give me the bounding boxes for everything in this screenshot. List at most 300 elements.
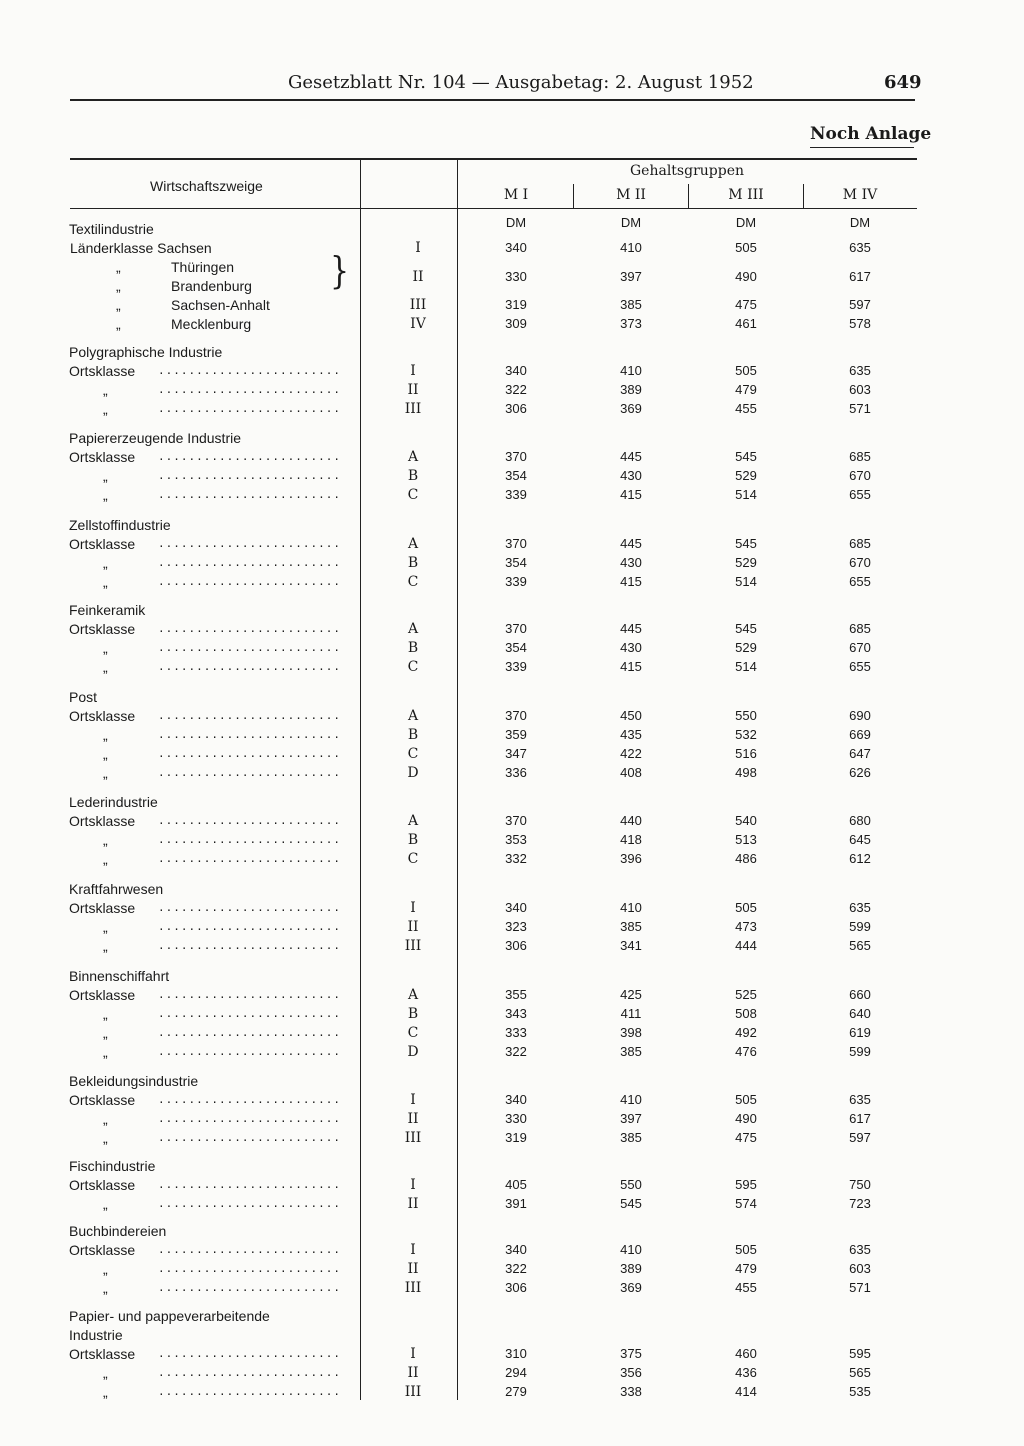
table-header-rule <box>70 208 917 209</box>
value-cell: 339 <box>505 659 527 674</box>
section-title: Papier- und pappeverarbeitende <box>69 1308 270 1324</box>
value-cell: 425 <box>620 987 642 1002</box>
value-cell: 514 <box>735 487 757 502</box>
value-cell: 525 <box>735 987 757 1002</box>
value-cell: 660 <box>849 987 871 1002</box>
value-cell: 578 <box>849 316 871 331</box>
class-label: B <box>407 832 419 848</box>
value-cell: 408 <box>620 765 642 780</box>
ditto-mark: „ <box>103 1006 108 1022</box>
value-cell: 597 <box>849 1130 871 1145</box>
row-label: Ortsklasse <box>69 621 136 637</box>
ditto-mark: „ <box>103 1130 108 1146</box>
unit-label-m1: DM <box>505 215 527 230</box>
value-cell: 294 <box>505 1365 527 1380</box>
row-label: Ortsklasse <box>69 900 136 916</box>
section-title: Zellstoffindustrie <box>69 517 171 533</box>
class-label: A <box>407 621 419 637</box>
leader-dots: ........................ <box>158 537 341 550</box>
value-cell: 373 <box>620 316 642 331</box>
column-header-m3: M III <box>728 187 764 203</box>
value-cell: 460 <box>735 1346 757 1361</box>
value-cell: 430 <box>620 468 642 483</box>
leader-dots: ........................ <box>158 852 341 865</box>
value-cell: 389 <box>620 1261 642 1276</box>
value-cell: 680 <box>849 813 871 828</box>
value-cell: 685 <box>849 536 871 551</box>
annex-underline <box>810 147 914 148</box>
class-label: II <box>412 269 424 285</box>
value-cell: 505 <box>735 1242 757 1257</box>
value-cell: 565 <box>849 938 871 953</box>
class-label: C <box>407 574 419 590</box>
value-cell: 669 <box>849 727 871 742</box>
ditto-mark: „ <box>103 1025 108 1041</box>
value-cell: 396 <box>620 851 642 866</box>
value-cell: 370 <box>505 621 527 636</box>
value-cell: 599 <box>849 1044 871 1059</box>
leader-dots: ........................ <box>158 766 341 779</box>
section-title: Papiererzeugende Industrie <box>69 430 242 446</box>
class-label: A <box>407 708 419 724</box>
value-cell: 750 <box>849 1177 871 1192</box>
value-cell: 479 <box>735 382 757 397</box>
value-cell: 475 <box>735 297 757 312</box>
class-label: B <box>407 640 419 656</box>
value-cell: 440 <box>620 813 642 828</box>
row-label: Ortsklasse <box>69 987 136 1003</box>
leader-dots: ........................ <box>158 833 341 846</box>
leader-dots: ........................ <box>158 622 341 635</box>
ditto-mark: „ <box>103 851 108 867</box>
leader-dots: ........................ <box>158 1281 341 1294</box>
class-label: II <box>407 1111 419 1127</box>
value-cell: 322 <box>505 1261 527 1276</box>
value-cell: 414 <box>735 1384 757 1399</box>
leader-dots: ........................ <box>158 1243 341 1256</box>
value-cell: 397 <box>620 1111 642 1126</box>
column-divider-class <box>457 160 458 1400</box>
leader-dots: ........................ <box>158 1178 341 1191</box>
value-cell: 369 <box>620 1280 642 1295</box>
class-label: B <box>407 727 419 743</box>
value-cell: 476 <box>735 1044 757 1059</box>
class-label: III <box>409 297 427 313</box>
value-cell: 385 <box>620 919 642 934</box>
column-header-group: Gehaltsgruppen <box>630 163 745 179</box>
row-label: Ortsklasse <box>69 1092 136 1108</box>
value-cell: 339 <box>505 574 527 589</box>
value-cell: 340 <box>505 1092 527 1107</box>
ditto-mark: „ <box>103 1280 108 1296</box>
section-title: Kraftfahrwesen <box>69 881 164 897</box>
class-label: I <box>410 1177 416 1193</box>
class-label: II <box>407 919 419 935</box>
value-cell: 475 <box>735 1130 757 1145</box>
value-cell: 385 <box>620 297 642 312</box>
value-cell: 306 <box>505 1280 527 1295</box>
value-cell: 319 <box>505 297 527 312</box>
value-cell: 505 <box>735 240 757 255</box>
row-label: Ortsklasse <box>69 1242 136 1258</box>
value-cell: 455 <box>735 401 757 416</box>
value-cell: 723 <box>849 1196 871 1211</box>
section-title: Textilindustrie <box>69 221 154 237</box>
ditto-mark: „ <box>103 938 108 954</box>
value-cell: 508 <box>735 1006 757 1021</box>
value-cell: 545 <box>735 449 757 464</box>
value-cell: 597 <box>849 297 871 312</box>
value-cell: 338 <box>620 1384 642 1399</box>
value-cell: 445 <box>620 536 642 551</box>
class-label: C <box>407 487 419 503</box>
leader-dots: ........................ <box>158 988 341 1001</box>
class-label: III <box>404 1280 422 1296</box>
class-label: C <box>407 1025 419 1041</box>
value-cell: 330 <box>505 1111 527 1126</box>
value-cell: 565 <box>849 1365 871 1380</box>
ditto-mark: „ <box>116 297 121 313</box>
page-header-title: Gesetzblatt Nr. 104 — Ausgabetag: 2. August 1952 <box>288 72 754 93</box>
value-cell: 529 <box>735 640 757 655</box>
value-cell: 415 <box>620 574 642 589</box>
value-cell: 410 <box>620 240 642 255</box>
value-cell: 640 <box>849 1006 871 1021</box>
value-cell: 612 <box>849 851 871 866</box>
value-cell: 545 <box>620 1196 642 1211</box>
value-cell: 492 <box>735 1025 757 1040</box>
value-cell: 635 <box>849 363 871 378</box>
value-cell: 340 <box>505 363 527 378</box>
value-cell: 343 <box>505 1006 527 1021</box>
class-label: III <box>404 938 422 954</box>
value-cell: 450 <box>620 708 642 723</box>
leader-dots: ........................ <box>158 1347 341 1360</box>
value-cell: 354 <box>505 640 527 655</box>
row-label: Ortsklasse <box>69 449 136 465</box>
value-cell: 355 <box>505 987 527 1002</box>
row-label: Ortsklasse <box>69 1346 136 1362</box>
class-label: C <box>407 746 419 762</box>
ditto-mark: „ <box>103 640 108 656</box>
value-cell: 370 <box>505 813 527 828</box>
row-label: Ortsklasse <box>69 536 136 552</box>
leader-dots: ........................ <box>158 556 341 569</box>
value-cell: 545 <box>735 536 757 551</box>
value-cell: 339 <box>505 487 527 502</box>
class-label: B <box>407 1006 419 1022</box>
value-cell: 655 <box>849 487 871 502</box>
class-label: B <box>407 555 419 571</box>
value-cell: 354 <box>505 468 527 483</box>
class-label: III <box>404 1130 422 1146</box>
leader-dots: ........................ <box>158 575 341 588</box>
column-divider-sector <box>360 160 361 1400</box>
value-cell: 514 <box>735 659 757 674</box>
value-cell: 473 <box>735 919 757 934</box>
class-label: A <box>407 449 419 465</box>
leader-dots: ........................ <box>158 364 341 377</box>
value-cell: 444 <box>735 938 757 953</box>
leader-dots: ........................ <box>158 1262 341 1275</box>
class-label: A <box>407 813 419 829</box>
value-cell: 370 <box>505 708 527 723</box>
leader-dots: ........................ <box>158 1045 341 1058</box>
row-label: Länderklasse Sachsen <box>70 240 212 256</box>
brace-glyph: } <box>330 249 350 294</box>
value-cell: 430 <box>620 555 642 570</box>
value-cell: 279 <box>505 1384 527 1399</box>
value-cell: 340 <box>505 1242 527 1257</box>
value-cell: 550 <box>620 1177 642 1192</box>
class-label: I <box>410 1242 416 1258</box>
header-rule <box>70 99 915 101</box>
value-cell: 571 <box>849 1280 871 1295</box>
value-cell: 529 <box>735 468 757 483</box>
row-label: Ortsklasse <box>69 708 136 724</box>
value-cell: 513 <box>735 832 757 847</box>
value-cell: 405 <box>505 1177 527 1192</box>
value-cell: 626 <box>849 765 871 780</box>
class-label: I <box>410 900 416 916</box>
leader-dots: ........................ <box>158 1385 341 1398</box>
leader-dots: ........................ <box>158 901 341 914</box>
value-cell: 333 <box>505 1025 527 1040</box>
value-cell: 340 <box>505 240 527 255</box>
class-label: A <box>407 536 419 552</box>
class-label: III <box>404 401 422 417</box>
annex-label: Noch Anlage <box>810 124 932 144</box>
value-cell: 532 <box>735 727 757 742</box>
leader-dots: ........................ <box>158 939 341 952</box>
section-title: Bekleidungsindustrie <box>69 1073 199 1089</box>
leader-dots: ........................ <box>158 728 341 741</box>
value-cell: 670 <box>849 555 871 570</box>
unit-label-m4: DM <box>849 215 871 230</box>
ditto-mark: „ <box>103 574 108 590</box>
class-label: C <box>407 851 419 867</box>
value-cell: 599 <box>849 919 871 934</box>
class-label: D <box>407 1044 419 1060</box>
value-cell: 435 <box>620 727 642 742</box>
ditto-mark: „ <box>103 1111 108 1127</box>
value-cell: 385 <box>620 1044 642 1059</box>
value-cell: 415 <box>620 487 642 502</box>
leader-dots: ........................ <box>158 383 341 396</box>
value-cell: 370 <box>505 449 527 464</box>
ditto-mark: „ <box>103 468 108 484</box>
class-label: I <box>415 240 421 256</box>
ditto-mark: „ <box>103 401 108 417</box>
leader-dots: ........................ <box>158 709 341 722</box>
class-label: II <box>407 382 419 398</box>
leader-dots: ........................ <box>158 450 341 463</box>
value-cell: 306 <box>505 401 527 416</box>
leader-dots: ........................ <box>158 1131 341 1144</box>
value-cell: 571 <box>849 401 871 416</box>
value-cell: 645 <box>849 832 871 847</box>
section-title: Feinkeramik <box>69 602 146 618</box>
class-label: D <box>407 765 419 781</box>
row-label: Mecklenburg <box>171 316 252 332</box>
value-cell: 635 <box>849 240 871 255</box>
leader-dots: ........................ <box>158 1026 341 1039</box>
ditto-mark: „ <box>103 659 108 675</box>
value-cell: 410 <box>620 1242 642 1257</box>
row-label: Ortsklasse <box>69 813 136 829</box>
value-cell: 410 <box>620 1092 642 1107</box>
value-cell: 436 <box>735 1365 757 1380</box>
class-label: I <box>410 1346 416 1362</box>
class-label: A <box>407 987 419 1003</box>
value-cell: 516 <box>735 746 757 761</box>
ditto-mark: „ <box>103 555 108 571</box>
ditto-mark: „ <box>116 278 121 294</box>
row-label: Thüringen <box>171 259 235 275</box>
value-cell: 336 <box>505 765 527 780</box>
class-label: IV <box>410 316 426 332</box>
value-cell: 647 <box>849 746 871 761</box>
value-cell: 319 <box>505 1130 527 1145</box>
ditto-mark: „ <box>103 919 108 935</box>
ditto-mark: „ <box>103 1365 108 1381</box>
column-header-sector: Wirtschaftszweige <box>150 178 263 194</box>
value-cell: 411 <box>620 1006 642 1021</box>
leader-dots: ........................ <box>158 814 341 827</box>
value-cell: 422 <box>620 746 642 761</box>
section-title: Binnenschiffahrt <box>69 968 170 984</box>
value-cell: 540 <box>735 813 757 828</box>
value-cell: 535 <box>849 1384 871 1399</box>
leader-dots: ........................ <box>158 641 341 654</box>
value-cell: 603 <box>849 1261 871 1276</box>
table-top-rule <box>70 158 917 160</box>
value-cell: 370 <box>505 536 527 551</box>
ditto-mark: „ <box>103 487 108 503</box>
value-cell: 415 <box>620 659 642 674</box>
class-label: I <box>410 363 416 379</box>
value-cell: 635 <box>849 1242 871 1257</box>
ditto-mark: „ <box>103 382 108 398</box>
section-title: Polygraphische Industrie <box>69 344 223 360</box>
value-cell: 490 <box>735 1111 757 1126</box>
value-cell: 369 <box>620 401 642 416</box>
row-label: Sachsen-Anhalt <box>171 297 270 313</box>
column-divider-m2 <box>688 184 689 208</box>
value-cell: 356 <box>620 1365 642 1380</box>
value-cell: 322 <box>505 1044 527 1059</box>
section-title: Fischindustrie <box>69 1158 156 1174</box>
value-cell: 603 <box>849 382 871 397</box>
value-cell: 595 <box>849 1346 871 1361</box>
page-number: 649 <box>884 72 922 93</box>
row-label: Ortsklasse <box>69 1177 136 1193</box>
value-cell: 309 <box>505 316 527 331</box>
leader-dots: ........................ <box>158 1007 341 1020</box>
section-title-line2: Industrie <box>69 1327 123 1343</box>
value-cell: 323 <box>505 919 527 934</box>
class-label: I <box>410 1092 416 1108</box>
value-cell: 670 <box>849 468 871 483</box>
value-cell: 391 <box>505 1196 527 1211</box>
value-cell: 375 <box>620 1346 642 1361</box>
section-title: Post <box>69 689 98 705</box>
value-cell: 354 <box>505 555 527 570</box>
column-header-m2: M II <box>616 187 646 203</box>
value-cell: 574 <box>735 1196 757 1211</box>
value-cell: 340 <box>505 900 527 915</box>
value-cell: 410 <box>620 900 642 915</box>
value-cell: 322 <box>505 382 527 397</box>
value-cell: 359 <box>505 727 527 742</box>
value-cell: 670 <box>849 640 871 655</box>
column-divider-m3 <box>803 184 804 208</box>
column-divider-m1 <box>573 184 574 208</box>
value-cell: 505 <box>735 363 757 378</box>
section-title: Lederindustrie <box>69 794 158 810</box>
row-label: Brandenburg <box>171 278 252 294</box>
ditto-mark: „ <box>103 746 108 762</box>
value-cell: 617 <box>849 1111 871 1126</box>
ditto-mark: „ <box>103 1384 108 1400</box>
value-cell: 498 <box>735 765 757 780</box>
section-title: Buchbindereien <box>69 1223 167 1239</box>
ditto-mark: „ <box>116 316 121 332</box>
ditto-mark: „ <box>103 832 108 848</box>
value-cell: 595 <box>735 1177 757 1192</box>
leader-dots: ........................ <box>158 920 341 933</box>
column-header-m1: M I <box>503 187 529 203</box>
value-cell: 430 <box>620 640 642 655</box>
value-cell: 445 <box>620 449 642 464</box>
value-cell: 410 <box>620 363 642 378</box>
class-label: II <box>407 1196 419 1212</box>
ditto-mark: „ <box>103 765 108 781</box>
row-label: Ortsklasse <box>69 363 136 379</box>
value-cell: 418 <box>620 832 642 847</box>
value-cell: 332 <box>505 851 527 866</box>
value-cell: 490 <box>735 269 757 284</box>
unit-label-m3: DM <box>735 215 757 230</box>
value-cell: 330 <box>505 269 527 284</box>
value-cell: 529 <box>735 555 757 570</box>
value-cell: 505 <box>735 1092 757 1107</box>
ditto-mark: „ <box>103 1261 108 1277</box>
value-cell: 550 <box>735 708 757 723</box>
leader-dots: ........................ <box>158 1197 341 1210</box>
value-cell: 445 <box>620 621 642 636</box>
value-cell: 310 <box>505 1346 527 1361</box>
value-cell: 685 <box>849 621 871 636</box>
value-cell: 690 <box>849 708 871 723</box>
ditto-mark: „ <box>116 259 121 275</box>
value-cell: 635 <box>849 900 871 915</box>
value-cell: 306 <box>505 938 527 953</box>
class-label: B <box>407 468 419 484</box>
value-cell: 514 <box>735 574 757 589</box>
ditto-mark: „ <box>103 727 108 743</box>
leader-dots: ........................ <box>158 747 341 760</box>
value-cell: 635 <box>849 1092 871 1107</box>
value-cell: 655 <box>849 659 871 674</box>
leader-dots: ........................ <box>158 660 341 673</box>
value-cell: 619 <box>849 1025 871 1040</box>
unit-label-m2: DM <box>620 215 642 230</box>
value-cell: 461 <box>735 316 757 331</box>
class-label: III <box>404 1384 422 1400</box>
value-cell: 341 <box>620 938 642 953</box>
ditto-mark: „ <box>103 1196 108 1212</box>
